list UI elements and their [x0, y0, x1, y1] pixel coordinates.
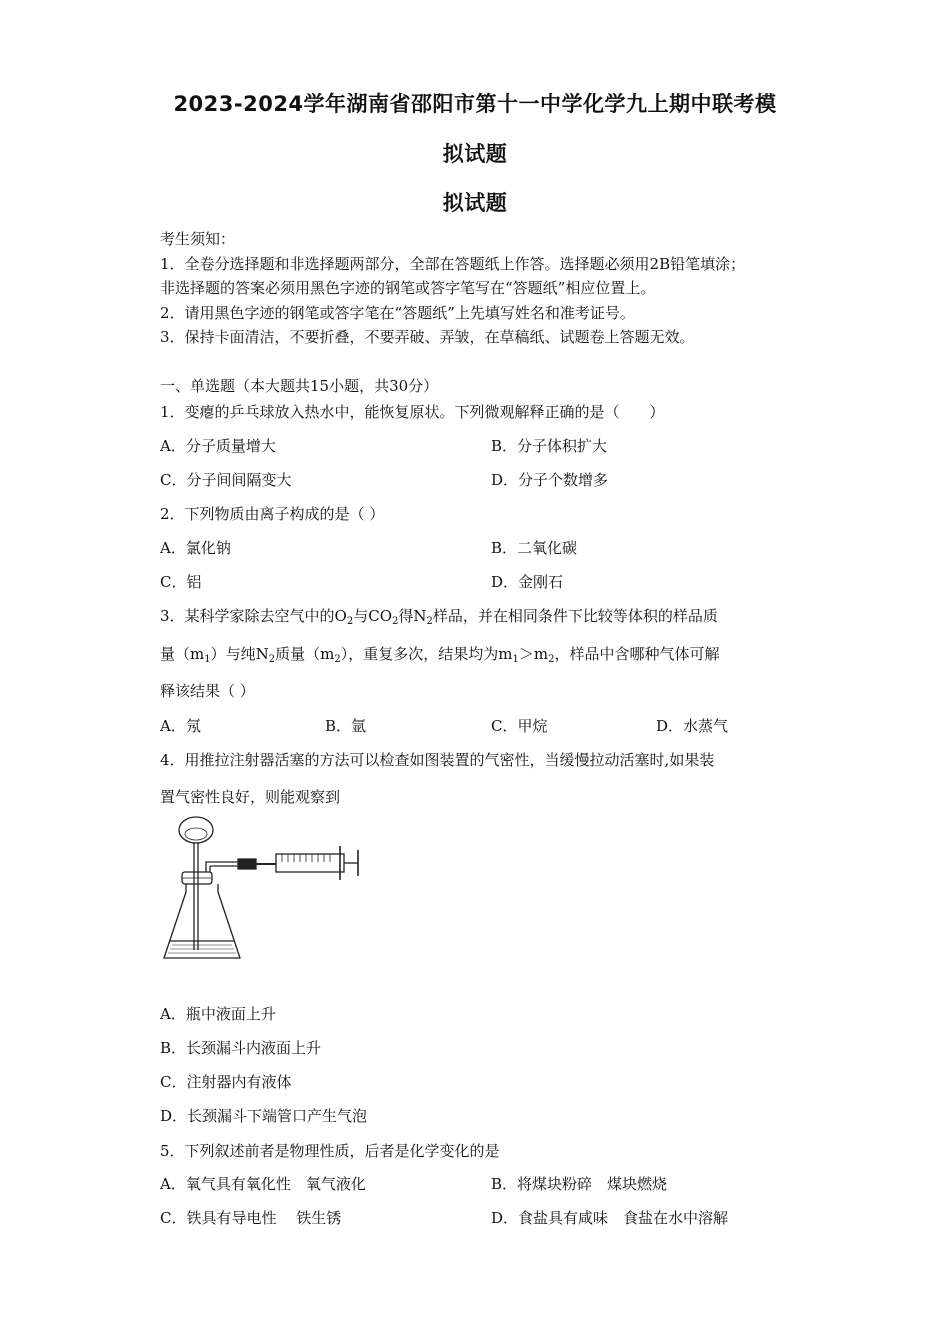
flask-liquid-hatch — [168, 945, 236, 953]
funnel-liquid-line — [185, 828, 207, 840]
question-2-option-b: B．二氧化碳 — [491, 539, 578, 557]
question-3-option-d: D．水蒸气 — [656, 717, 729, 735]
subscript: 2 — [268, 654, 276, 665]
question-5-stem: 5．下列叙述前者是物理性质，后者是化学变化的是 — [160, 1142, 500, 1160]
question-3-option-c: C．甲烷 — [491, 717, 548, 735]
question-1-option-d: D．分子个数增多 — [491, 471, 609, 489]
q3-text: 样品，并在相同条件下比较等体积的样品质 — [432, 607, 718, 625]
notice-item: 非选择题的答案必须用黑色字迹的钢笔或答字笔写在“答题纸”相应位置上。 — [160, 279, 656, 297]
question-5-option-c: C．铁具有导电性 铁生锈 — [160, 1209, 342, 1227]
question-1-option-b: B．分子体积扩大 — [491, 437, 608, 455]
subscript: 2 — [548, 654, 555, 665]
question-2-option-a: A．氯化钠 — [160, 539, 231, 557]
question-2-stem: 2．下列物质由离子构成的是（ ） — [160, 505, 385, 523]
notice-item: 2．请用黑色字迹的钢笔或答字笔在“答题纸”上先填写姓名和准考证号。 — [160, 304, 635, 322]
q3-text: 得N — [398, 607, 427, 625]
question-3-option-b: B．氩 — [325, 717, 367, 735]
question-1-stem: 1．变瘪的乒乓球放入热水中，能恢复原状。下列微观解释正确的是（ ） — [160, 403, 665, 421]
exam-title-line3: 拟试题 — [442, 191, 508, 215]
exam-title-line2: 拟试题 — [442, 142, 508, 166]
question-2-option-d: D．金刚石 — [491, 573, 564, 591]
funnel-bulb — [179, 817, 213, 843]
question-3-stem-line1 — [160, 605, 718, 627]
q3-text: ＞m — [518, 645, 549, 663]
airtightness-apparatus-diagram — [158, 812, 368, 972]
question-3-stem-line2 — [160, 643, 719, 665]
subscript: 1 — [512, 654, 519, 665]
question-5-option-a: A．氧气具有氧化性 氧气液化 — [160, 1175, 366, 1193]
notice-item: 1．全卷分选择题和非选择题两部分，全部在答题纸上作答。选择题必须用2B铅笔填涂； — [160, 255, 746, 273]
question-5-option-d: D．食盐具有咸味 食盐在水中溶解 — [491, 1209, 729, 1227]
question-1-option-a: A．分子质量增大 — [160, 437, 276, 455]
q3-text: 与CO — [353, 607, 392, 625]
syringe-barrel — [276, 854, 344, 872]
conical-flask — [164, 884, 240, 958]
question-4-option-c: C．注射器内有液体 — [160, 1073, 292, 1091]
q3-text: 质量（m — [275, 645, 335, 663]
q3-text: ）与纯N — [210, 645, 269, 663]
subscript: 2 — [334, 654, 341, 665]
question-5-option-b: B．将煤块粉碎 煤块燃烧 — [491, 1175, 668, 1193]
question-4-stem-line1: 4．用推拉注射器活塞的方法可以检查如图装置的气密性，当缓慢拉动活塞时,如果装 — [160, 751, 715, 769]
q3-text: ），重复多次，结果均为m — [340, 645, 513, 663]
subscript: 2 — [426, 616, 433, 627]
question-4-stem-line2: 置气密性良好，则能观察到 — [160, 788, 341, 806]
subscript: 2 — [346, 616, 354, 627]
question-4-option-b: B．长颈漏斗内液面上升 — [160, 1039, 322, 1057]
rubber-connector — [238, 859, 256, 869]
q3-text: ，样品中含哪种气体可解 — [554, 645, 720, 663]
q3-text: 3．某科学家除去空气中的O — [160, 607, 347, 625]
q3-text: 量（m — [160, 645, 205, 663]
question-3-option-a: A．氖 — [160, 717, 201, 735]
question-1-option-c: C．分子间间隔变大 — [160, 471, 292, 489]
question-4-option-a: A．瓶中液面上升 — [160, 1005, 276, 1023]
subscript: 2 — [392, 616, 399, 627]
notice-heading: 考生须知： — [160, 230, 236, 248]
question-2-option-c: C．铝 — [160, 573, 202, 591]
side-tube — [206, 862, 238, 872]
apparatus-figure — [158, 812, 368, 976]
question-4-option-d: D．长颈漏斗下端管口产生气泡 — [160, 1107, 368, 1125]
subscript: 1 — [204, 654, 211, 665]
section-heading: 一、单选题（本大题共15小题，共30分） — [160, 377, 439, 395]
exam-title-line1: 2023-2024学年湖南省邵阳市第十一中学化学九上期中联考模 — [173, 92, 777, 116]
question-3-stem-line3: 释该结果（ ） — [160, 682, 255, 700]
syringe-graduations — [282, 854, 330, 862]
notice-item: 3．保持卡面清洁，不要折叠，不要弄破、弄皱，在草稿纸、试题卷上答题无效。 — [160, 328, 695, 346]
